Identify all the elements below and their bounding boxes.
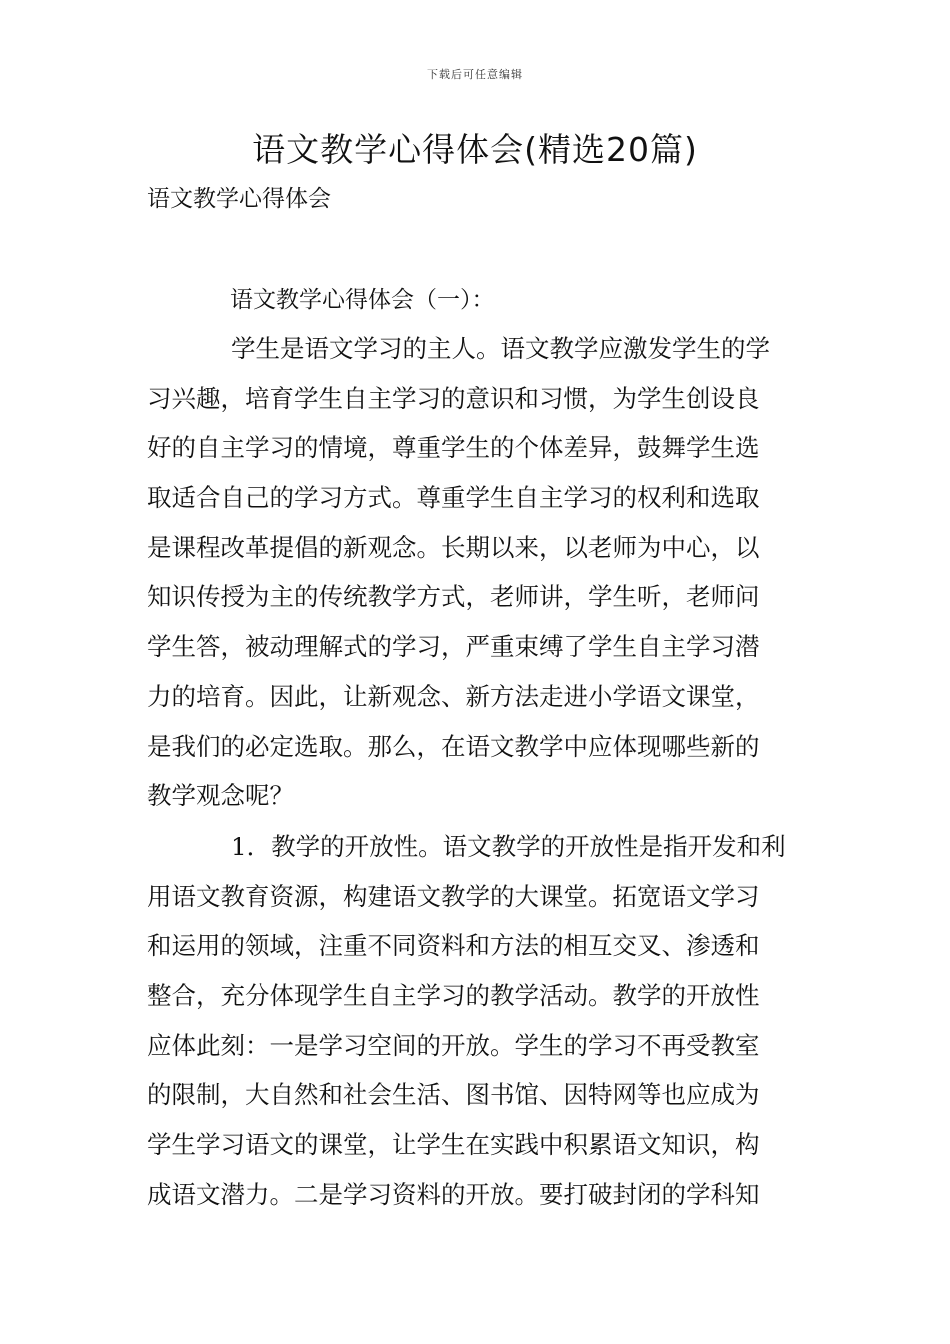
paragraph-2 [147, 822, 807, 1220]
paragraph-line: 是我们的必定选取。那么，在语文教学中应体现哪些新的 [147, 731, 760, 761]
document-subtitle: 语文教学心得体会 [147, 186, 331, 212]
paragraph-line: 力的培育。因此，让新观念、新方法走进小学语文课堂， [147, 681, 760, 711]
paragraph-line: 习兴趣，培育学生自主学习的意识和习惯，为学生创设良 [147, 383, 760, 413]
paragraph-line: 的限制，大自然和社会生活、图书馆、因特网等也应成为 [147, 1080, 760, 1110]
paragraph-line: 1．教学的开放性。语文教学的开放性是指开发和利 [231, 832, 786, 861]
paragraph-line: 用语文教育资源，构建语文教学的大课堂。拓宽语文学习 [147, 881, 760, 911]
paragraph-line: 应体此刻：一是学习空间的开放。学生的学习不再受教室 [147, 1030, 760, 1060]
paragraph-line: 学生答，被动理解式的学习，严重束缚了学生自主学习潜 [147, 632, 760, 662]
paragraph-line: 整合，充分体现学生自主学习的教学活动。教学的开放性 [147, 981, 760, 1011]
paragraph-line: 和运用的领域，注重不同资料和方法的相互交叉、渗透和 [147, 931, 760, 961]
paragraph-line: 好的自主学习的情境，尊重学生的个体差异，鼓舞学生选 [147, 433, 760, 463]
paragraph-line: 成语文潜力。二是学习资料的开放。要打破封闭的学科知 [147, 1179, 760, 1209]
section-heading: 语文教学心得体会（一）： [230, 287, 495, 313]
document-title: 语文教学心得体会(精选20篇) [252, 130, 698, 169]
paragraph-1 [147, 324, 807, 821]
paragraph-line: 教学观念呢？ [147, 781, 294, 811]
paragraph-line: 取适合自己的学习方式。尊重学生自主学习的权利和选取 [147, 483, 760, 513]
paragraph-line: 是课程改革提倡的新观念。长期以来，以老师为中心，以 [147, 532, 760, 562]
header-note: 下载后可任意编辑 [427, 68, 523, 81]
paragraph-line: 学生是语文学习的主人。语文教学应激发学生的学 [231, 334, 770, 363]
paragraph-line: 知识传授为主的传统教学方式，老师讲，学生听，老师问 [147, 582, 760, 612]
paragraph-line: 学生学习语文的课堂，让学生在实践中积累语文知识，构 [147, 1130, 760, 1160]
